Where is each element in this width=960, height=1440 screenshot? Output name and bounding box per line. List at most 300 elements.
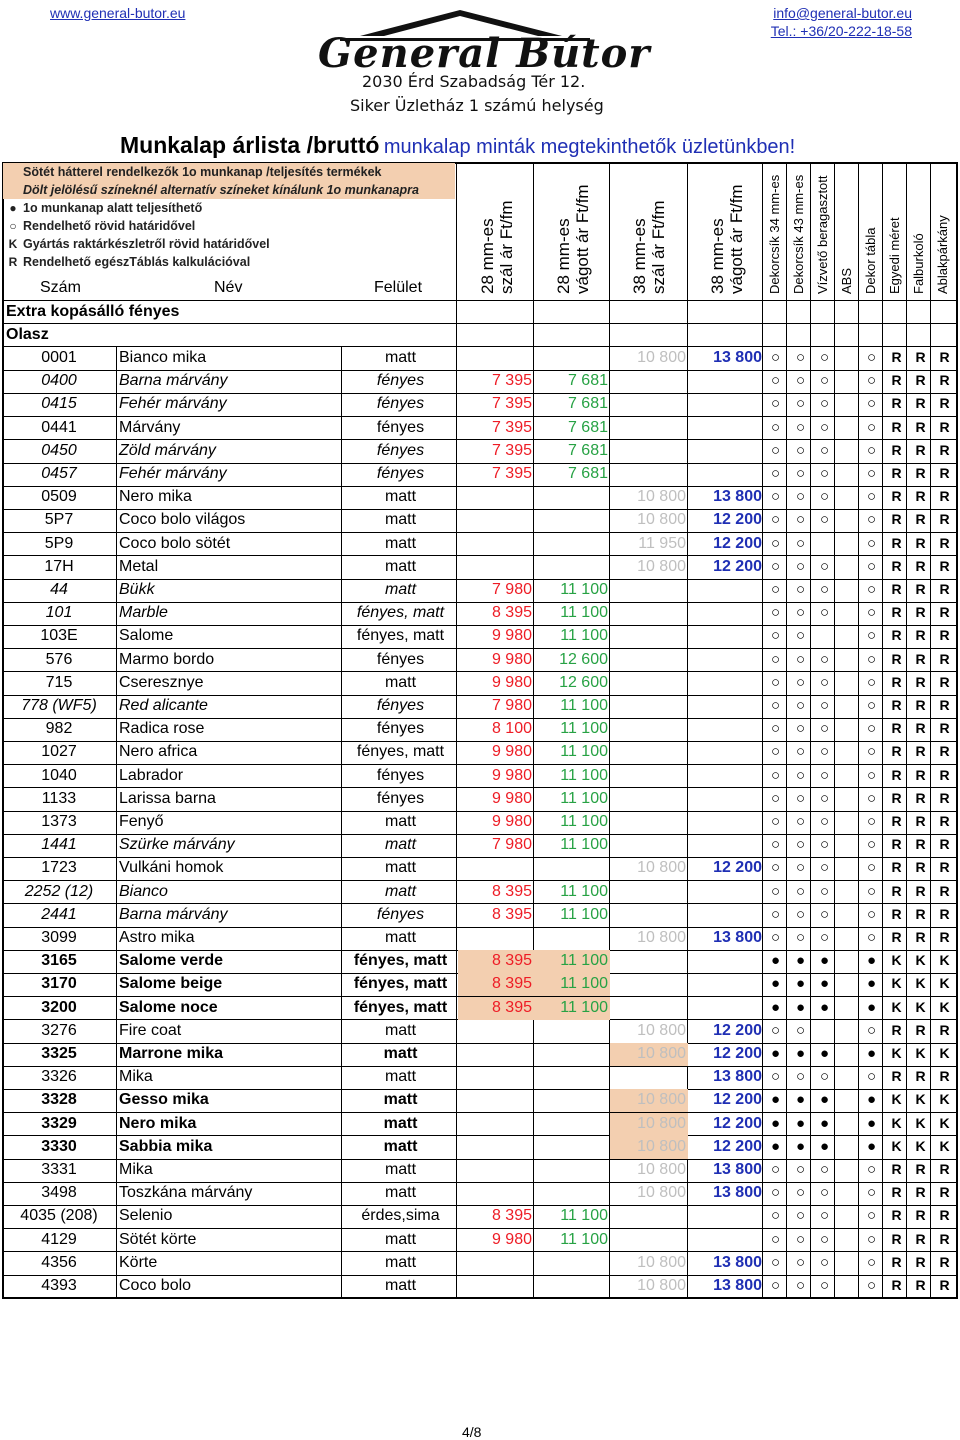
cell-surface: matt [384, 1230, 417, 1248]
availability-code: K [939, 1045, 950, 1061]
circle-icon: ○ [770, 1021, 781, 1039]
availability-code: K [915, 998, 926, 1015]
logo-address: 2030 Érd Szabadság Tér 12. [362, 72, 586, 91]
cell-price-38-vagott: 12 200 [713, 1045, 762, 1062]
cell-price-38-vagott: 13 800 [713, 1068, 762, 1086]
cell-price-28-szal: 7 980 [491, 697, 532, 714]
circle-icon: ○ [770, 581, 781, 598]
cell-price-38-szal: 10 800 [637, 1137, 686, 1155]
cell-surface: matt [384, 1021, 417, 1039]
cell-name: Fenyő [119, 813, 164, 830]
filled-circle-icon: ● [819, 1045, 830, 1062]
legend-item [3, 235, 455, 253]
cell-surface: matt [384, 929, 417, 946]
availability-code: R [939, 813, 950, 829]
circle-icon: ○ [819, 789, 830, 807]
cell-surface: matt [384, 1068, 417, 1086]
cell-code: 3325 [41, 1045, 77, 1062]
availability-code: R [891, 882, 902, 899]
filled-circle-icon: ● [770, 952, 781, 970]
availability-code: R [939, 557, 950, 574]
circle-icon: ○ [819, 418, 830, 436]
availability-code: R [939, 1230, 950, 1247]
cell-price-38-szal: 10 800 [637, 1161, 686, 1178]
cell-price-28-szal: 7 395 [491, 418, 532, 436]
availability-code: R [891, 1184, 902, 1201]
availability-code: R [891, 1277, 902, 1293]
email-link[interactable]: info@general-butor.eu [773, 5, 912, 21]
availability-code: R [915, 836, 926, 853]
circle-icon: ○ [819, 673, 830, 691]
cell-code: 3200 [41, 998, 77, 1016]
cell-code: 1040 [41, 766, 77, 784]
circle-icon: ○ [866, 349, 877, 366]
circle-icon: ○ [770, 395, 781, 413]
table-row [2, 811, 958, 834]
cell-name: Mika [119, 1161, 153, 1178]
circle-icon: ○ [819, 720, 830, 738]
cell-surface: matt [384, 557, 417, 575]
cell-code: 4035 (208) [20, 1207, 98, 1225]
cell-code: 3276 [41, 1021, 77, 1039]
circle-icon: ○ [819, 1253, 830, 1271]
availability-code: R [915, 1161, 926, 1177]
filled-circle-icon: ● [866, 1091, 877, 1109]
circle-icon: ○ [866, 836, 877, 854]
cell-price-28-vagott: 7 681 [567, 465, 608, 482]
table-row [2, 463, 958, 486]
cell-surface: fényes [376, 395, 425, 413]
cell-price-28-vagott: 11 100 [560, 813, 608, 830]
table-row [2, 625, 958, 648]
table-row [2, 1043, 958, 1066]
circle-icon: ○ [866, 789, 877, 807]
circle-icon: ○ [795, 534, 806, 552]
table-row [2, 927, 958, 950]
cell-price-38-vagott: 13 800 [713, 1161, 762, 1178]
cell-price-38-vagott: 12 200 [713, 557, 762, 575]
circle-icon: ○ [819, 697, 830, 714]
availability-code: R [915, 905, 926, 922]
availability-code: R [891, 511, 902, 528]
logo-brand: General Bútor [318, 30, 651, 77]
cell-name: Fehér márvány [119, 465, 227, 482]
cell-name: Fehér márvány [119, 395, 227, 413]
availability-code: K [939, 1091, 950, 1108]
cell-surface: fényes, matt [353, 952, 448, 970]
availability-code: R [939, 1253, 950, 1270]
availability-code: R [915, 627, 926, 644]
col-header-dekortabla: Dekor tábla [863, 227, 878, 294]
cell-code: 0441 [41, 418, 77, 436]
cell-surface: matt [383, 1137, 418, 1155]
circle-icon: ○ [795, 1253, 806, 1271]
filled-circle-icon: ● [770, 998, 781, 1016]
circle-icon: ○ [770, 650, 781, 668]
phone-link[interactable]: Tel.: +36/20-222-18-58 [770, 23, 912, 39]
circle-icon: ○ [795, 418, 806, 436]
availability-code: R [891, 905, 902, 922]
circle-icon: ○ [770, 766, 781, 784]
availability-code: R [915, 1253, 926, 1270]
availability-code: R [915, 1230, 926, 1247]
cell-code: 3331 [41, 1161, 77, 1178]
circle-icon: ○ [866, 673, 877, 691]
circle-icon: ○ [866, 557, 877, 575]
circle-icon: ○ [795, 1068, 806, 1086]
cell-price-38-szal: 10 800 [637, 511, 686, 529]
cell-code: 3170 [41, 975, 77, 993]
circle-icon: ○ [819, 395, 830, 413]
availability-code: R [891, 720, 902, 737]
circle-icon: ○ [770, 813, 781, 830]
cell-price-28-szal: 8 395 [491, 952, 532, 970]
cell-name: Red alicante [119, 697, 208, 714]
circle-icon: ○ [795, 372, 806, 390]
logo-location: Siker Üzletház 1 számú helység [350, 96, 604, 115]
legend-text: 1o munkanap alatt teljesíthető [23, 201, 203, 215]
table-row [2, 1275, 958, 1298]
col-label-surface: Felület [374, 279, 423, 296]
cell-name: Bükk [119, 581, 155, 598]
circle-icon: ○ [866, 929, 877, 946]
title-sub: munkalap minták megtekinthetők üzletünkben! [383, 136, 796, 158]
cell-surface: matt [384, 1184, 417, 1202]
circle-icon: ○ [819, 743, 830, 761]
filled-circle-icon: ● [819, 998, 830, 1016]
cell-price-28-szal: 8 100 [491, 720, 532, 738]
filled-circle-icon: ● [866, 1137, 877, 1155]
cell-surface: fényes [376, 465, 425, 482]
cell-name: Sötét körte [119, 1230, 197, 1248]
availability-code: R [915, 511, 926, 528]
availability-code: R [891, 1230, 902, 1247]
filled-circle-icon: ● [795, 998, 806, 1016]
circle-icon: ○ [819, 604, 830, 622]
circle-icon: ○ [770, 929, 781, 946]
website-link[interactable]: www.general-butor.eu [50, 5, 186, 21]
col-header-dek43: Dekorcsík 43 mm-es [791, 174, 806, 294]
circle-icon: ○ [770, 789, 781, 807]
availability-code: R [939, 627, 950, 644]
circle-icon: ○ [819, 1068, 830, 1086]
availability-code: R [915, 1021, 926, 1038]
cell-name: Coco bolo [119, 1277, 192, 1294]
cell-price-28-vagott: 11 100 [560, 998, 608, 1016]
availability-code: R [915, 673, 926, 690]
filled-circle-icon: ● [866, 1114, 877, 1132]
cell-price-38-szal: 10 800 [637, 1253, 686, 1271]
circle-icon: ○ [795, 673, 806, 691]
cell-code: 101 [45, 604, 73, 622]
legend-symbol: ● [9, 201, 17, 215]
cell-surface: fényes, matt [356, 604, 445, 622]
circle-icon: ○ [770, 1253, 781, 1271]
availability-code: K [939, 975, 950, 992]
circle-icon: ○ [795, 836, 806, 854]
cell-price-38-szal: 10 800 [637, 1184, 686, 1202]
availability-code: R [939, 349, 950, 365]
table-row [2, 347, 958, 370]
page-number: 4/8 [462, 1424, 482, 1440]
circle-icon: ○ [795, 1277, 806, 1294]
circle-icon: ○ [770, 372, 781, 390]
circle-icon: ○ [819, 1230, 830, 1248]
cell-code: 2441 [41, 905, 77, 923]
legend-text: Gyártás raktárkészletről rövid határidővel [23, 237, 270, 251]
circle-icon: ○ [866, 465, 877, 482]
cell-code: 44 [50, 581, 68, 598]
cell-name: Körte [119, 1253, 158, 1271]
circle-icon: ○ [770, 697, 781, 714]
filled-circle-icon: ● [866, 1045, 877, 1062]
circle-icon: ○ [866, 882, 877, 900]
availability-code: R [915, 859, 926, 876]
availability-code: R [915, 581, 926, 597]
cell-name: Marble [119, 604, 168, 622]
availability-code: R [915, 349, 926, 365]
cell-name: Astro mika [119, 929, 195, 946]
cell-price-28-vagott: 11 100 [560, 1230, 608, 1248]
cell-price-28-vagott: 11 100 [560, 1207, 608, 1225]
circle-icon: ○ [819, 372, 830, 390]
circle-icon: ○ [795, 859, 806, 877]
circle-icon: ○ [770, 511, 781, 529]
circle-icon: ○ [770, 836, 781, 854]
circle-icon: ○ [770, 720, 781, 738]
cell-name: Bianco mika [119, 349, 207, 366]
legend-symbol: R [8, 255, 18, 269]
cell-price-28-vagott: 11 100 [560, 836, 608, 854]
availability-code: K [891, 998, 902, 1015]
cell-surface: fényes [376, 697, 425, 714]
availability-code: R [915, 465, 926, 481]
availability-code: R [939, 1068, 950, 1085]
availability-code: R [891, 766, 902, 783]
circle-icon: ○ [795, 882, 806, 900]
circle-icon: ○ [770, 418, 781, 436]
circle-icon: ○ [866, 372, 877, 390]
cell-price-38-vagott: 12 200 [713, 534, 762, 552]
cell-surface: matt [384, 534, 417, 552]
cell-code: 1027 [41, 743, 77, 761]
cell-name: Gesso mika [119, 1091, 209, 1109]
circle-icon: ○ [770, 534, 781, 552]
cell-price-28-szal: 9 980 [491, 1230, 532, 1248]
cell-code: 17H [44, 557, 74, 575]
availability-code: R [891, 465, 902, 481]
table-row [2, 1229, 958, 1252]
availability-code: R [939, 1161, 950, 1177]
circle-icon: ○ [819, 441, 830, 459]
cell-price-38-szal: 10 800 [637, 1045, 686, 1062]
availability-code: R [891, 1161, 902, 1177]
availability-code: R [915, 534, 926, 551]
availability-code: R [915, 650, 926, 667]
cell-price-28-vagott: 11 100 [560, 905, 608, 923]
circle-icon: ○ [795, 789, 806, 807]
availability-code: R [915, 743, 926, 760]
circle-icon: ○ [819, 766, 830, 784]
col-header-p28_szal: 28 mm-es szál ár Ft/fm [478, 200, 516, 294]
circle-icon: ○ [795, 766, 806, 784]
cell-price-38-vagott: 12 200 [713, 1021, 762, 1039]
circle-icon: ○ [819, 650, 830, 668]
cell-name: Larissa barna [119, 789, 216, 807]
cell-price-28-szal: 7 395 [491, 395, 532, 413]
col-header-dek34: Dekorcsík 34 mm-es [767, 174, 782, 294]
availability-code: R [939, 859, 950, 876]
cell-name: Nero africa [119, 743, 198, 761]
availability-code: R [891, 743, 902, 760]
cell-surface: fényes, matt [356, 627, 445, 645]
cell-price-38-szal: 10 800 [637, 349, 686, 366]
cell-price-28-vagott: 11 100 [560, 952, 608, 970]
availability-code: R [891, 627, 902, 644]
circle-icon: ○ [795, 813, 806, 830]
cell-surface: matt [384, 581, 417, 598]
cell-name: Szürke márvány [119, 836, 235, 854]
filled-circle-icon: ● [819, 1137, 830, 1155]
circle-icon: ○ [866, 1161, 877, 1178]
cell-price-28-vagott: 11 100 [560, 581, 608, 598]
cell-name: Salome beige [119, 975, 223, 993]
circle-icon: ○ [866, 418, 877, 436]
circle-icon: ○ [819, 905, 830, 923]
circle-icon: ○ [795, 1230, 806, 1248]
availability-code: R [915, 1277, 926, 1293]
cell-code: 982 [45, 720, 73, 738]
cell-code: 4129 [41, 1230, 77, 1248]
availability-code: R [939, 1184, 950, 1201]
filled-circle-icon: ● [866, 952, 877, 970]
cell-surface: matt [384, 1277, 417, 1294]
availability-code: R [939, 511, 950, 528]
circle-icon: ○ [819, 511, 830, 529]
table-row [2, 1159, 958, 1182]
cell-surface: fényes, matt [356, 743, 445, 761]
col-label-code: Szám [40, 279, 81, 296]
availability-code: R [939, 395, 950, 412]
cell-name: Bianco [119, 882, 168, 900]
table-row [2, 695, 958, 718]
availability-code: R [915, 720, 926, 737]
circle-icon: ○ [770, 349, 781, 366]
cell-code: 3099 [41, 929, 77, 946]
circle-icon: ○ [770, 604, 781, 622]
legend-item [3, 217, 455, 235]
cell-code: 103E [40, 627, 78, 645]
cell-price-38-vagott: 13 800 [713, 929, 762, 946]
circle-icon: ○ [770, 859, 781, 877]
cell-price-38-vagott: 12 200 [713, 1114, 762, 1132]
cell-price-28-szal: 8 395 [491, 998, 532, 1016]
legend-item [3, 199, 455, 217]
cell-price-28-vagott: 11 100 [560, 766, 608, 784]
circle-icon: ○ [770, 465, 781, 482]
circle-icon: ○ [795, 929, 806, 946]
availability-code: R [939, 418, 950, 435]
availability-code: R [939, 488, 950, 505]
availability-code: R [915, 882, 926, 899]
col-label-name: Név [214, 279, 243, 296]
cell-surface: matt [384, 488, 417, 506]
cell-surface: matt [384, 673, 417, 691]
availability-code: R [915, 418, 926, 435]
circle-icon: ○ [795, 1161, 806, 1178]
circle-icon: ○ [866, 720, 877, 738]
circle-icon: ○ [770, 1207, 781, 1225]
col-header-ablak: Ablakpárkány [935, 215, 950, 294]
availability-code: R [915, 929, 926, 945]
filled-circle-icon: ● [819, 975, 830, 993]
table-row [2, 1182, 958, 1205]
cell-price-28-szal: 8 395 [491, 1207, 532, 1225]
filled-circle-icon: ● [819, 952, 830, 970]
circle-icon: ○ [770, 488, 781, 506]
cell-price-28-szal: 8 395 [491, 604, 532, 622]
cell-price-28-vagott: 11 100 [560, 627, 608, 645]
cell-name: Radica rose [119, 720, 205, 738]
availability-code: R [939, 697, 950, 713]
circle-icon: ○ [866, 1230, 877, 1248]
availability-code: R [891, 1253, 902, 1270]
table-row [2, 881, 958, 904]
circle-icon: ○ [795, 604, 806, 622]
availability-code: R [939, 604, 950, 621]
col-header-p38_szal: 38 mm-es szál ár Ft/fm [630, 200, 668, 294]
circle-icon: ○ [795, 697, 806, 714]
cell-price-28-szal: 9 980 [491, 673, 532, 691]
cell-surface: matt [384, 1161, 417, 1178]
circle-icon: ○ [866, 743, 877, 761]
legend-symbol: ○ [9, 219, 17, 233]
cell-price-28-vagott: 11 100 [560, 882, 608, 900]
circle-icon: ○ [770, 743, 781, 761]
availability-code: R [891, 1207, 902, 1224]
availability-code: R [891, 534, 902, 551]
cell-code: 778 (WF5) [21, 697, 97, 714]
cell-price-38-vagott: 13 800 [713, 1277, 762, 1294]
cell-surface: matt [383, 1045, 418, 1062]
filled-circle-icon: ● [770, 1114, 781, 1132]
cell-surface: fényes, matt [353, 998, 448, 1016]
availability-code: R [939, 581, 950, 597]
table-row [2, 672, 958, 695]
cell-code: 715 [45, 673, 73, 691]
circle-icon: ○ [866, 1207, 877, 1225]
cell-surface: matt [384, 836, 417, 854]
cell-price-38-vagott: 13 800 [713, 1184, 762, 1202]
circle-icon: ○ [819, 488, 830, 506]
availability-code: K [939, 952, 950, 969]
cell-name: Nero mika [119, 488, 192, 506]
cell-price-38-szal: 10 800 [637, 1021, 686, 1039]
availability-code: K [915, 1114, 926, 1131]
circle-icon: ○ [819, 557, 830, 575]
cell-code: 0457 [41, 465, 77, 482]
availability-code: R [939, 673, 950, 690]
availability-code: K [939, 1137, 950, 1154]
availability-code: R [939, 1207, 950, 1224]
cell-surface: fényes [376, 720, 425, 738]
circle-icon: ○ [819, 465, 830, 482]
availability-code: R [891, 859, 902, 876]
availability-code: R [939, 766, 950, 783]
cell-price-28-szal: 9 980 [491, 627, 532, 645]
availability-code: R [891, 395, 902, 412]
legend-item [3, 253, 455, 271]
